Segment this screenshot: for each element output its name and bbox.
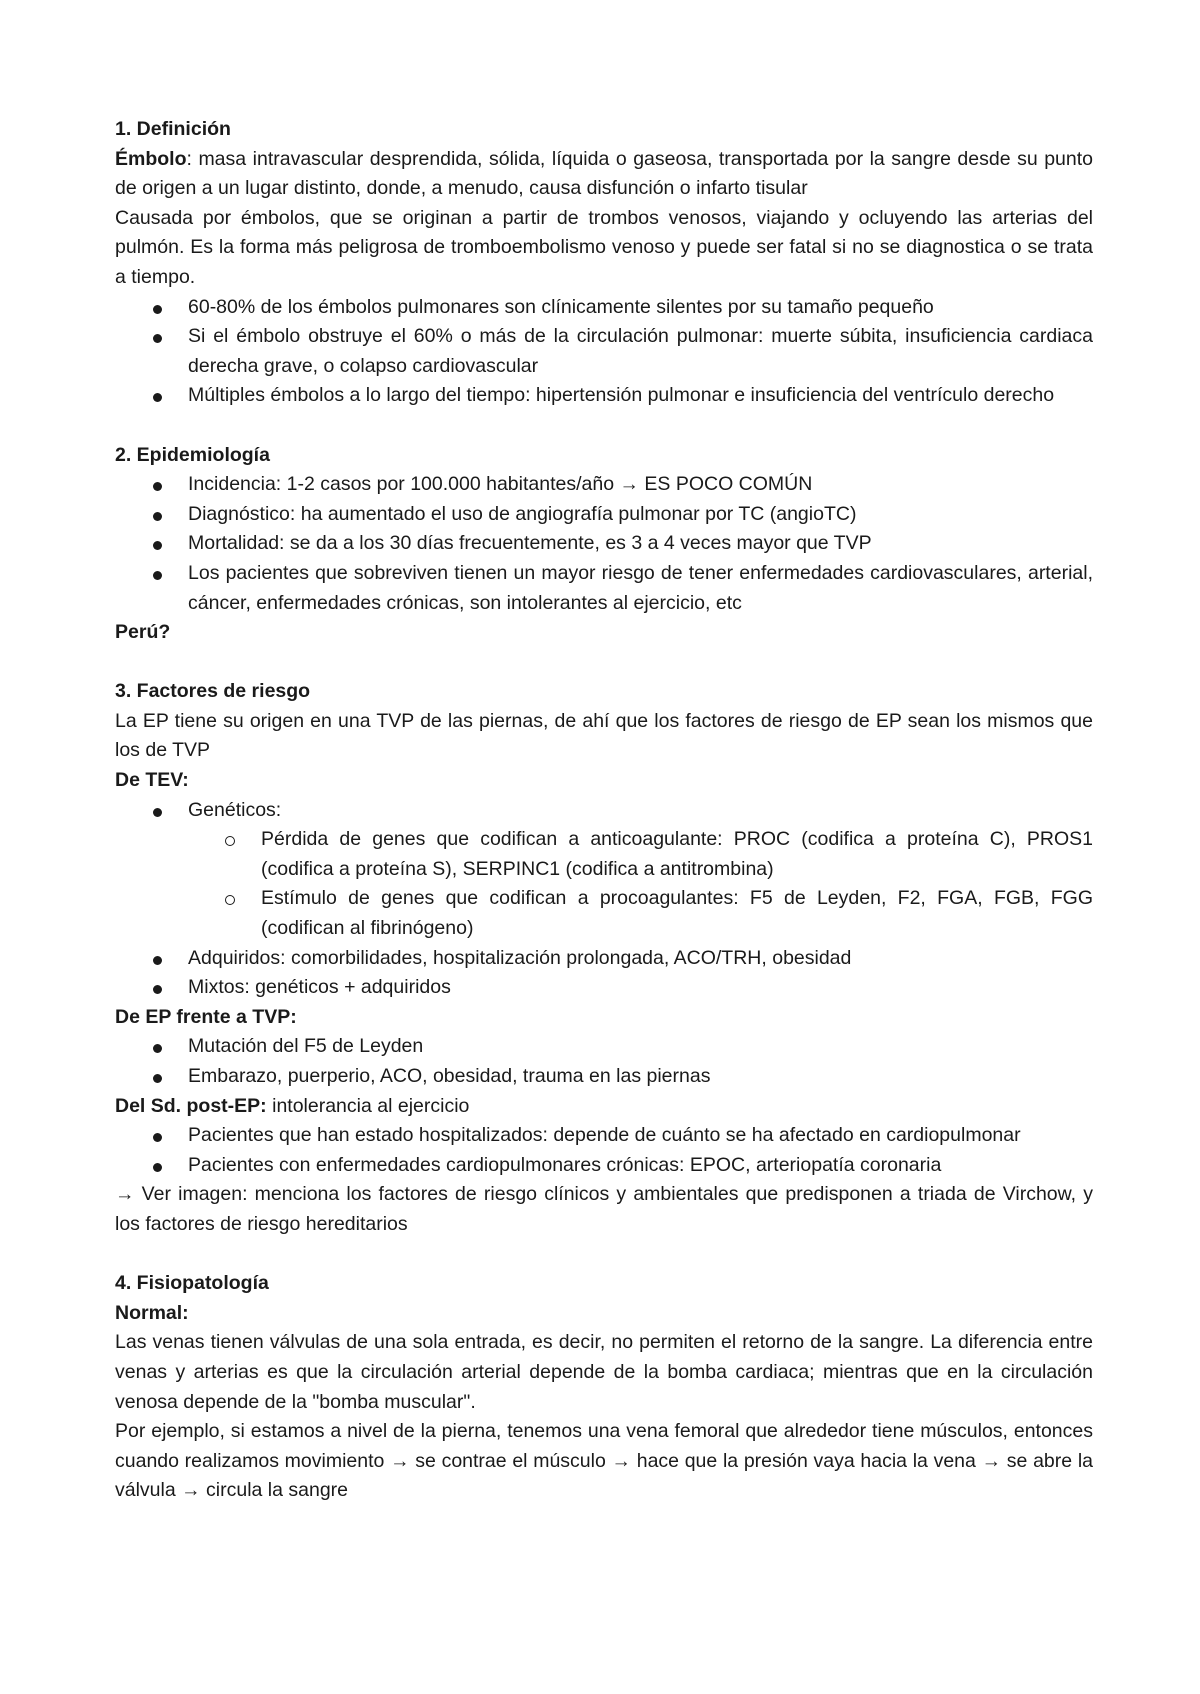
ver-imagen-note: → Ver imagen: menciona los factores de riesgo clínicos y ambientales que predisponen a triada de Virchow, y los factores de riesgo hereditarios [115, 1183, 1093, 1235]
fisiopatologia-paragraph-2: Por ejemplo, si estamos a nivel de la pierna, tenemos una vena femoral que alrededor tiene músculos, entonces cuando realizamos movimiento → se contrae el músculo → hace que la presión vaya hacia la vena → se abre la válvula → circula la sangre [115, 1420, 1093, 1502]
list-item: Mutación del F5 de Leyden [115, 1032, 1093, 1062]
section-heading-definicion: 1. Definición [115, 118, 231, 140]
ep-label: De EP frente a TVP: [115, 1005, 297, 1028]
embolo-term: Émbolo [115, 147, 187, 170]
fisiopatologia-paragraph-1: Las venas tienen válvulas de una sola entrada, es decir, no permiten el retorno de la sangre. La diferencia entre venas y arterias es que la circulación arterial depende de la bomba cardiaca; mientras que en la circulación venosa depende de la "bomba muscular". [115, 1331, 1093, 1413]
list-item: Mixtos: genéticos + adquiridos [115, 973, 1093, 1003]
bullet-icon [153, 808, 162, 817]
tev-label: De TEV: [115, 769, 189, 792]
list-item: Si el émbolo obstruye el 60% o más de la circulación pulmonar: muerte súbita, insuficiencia cardiaca derecha grave, o colapso cardiovascular [115, 322, 1093, 381]
geneticos-sublist [188, 825, 1093, 943]
bullet-icon [153, 482, 162, 491]
sub-list-item: Pérdida de genes que codifican a anticoagulante: PROC (codifica a proteína C), PROS1 (codifica a proteína S), SERPINC1 (codifica a antitrombina) [188, 825, 1093, 884]
circle-bullet-icon [225, 836, 235, 846]
bullet-icon [153, 956, 162, 965]
spacer [115, 411, 1093, 441]
definicion-list [115, 293, 1093, 411]
list-item: Pacientes con enfermedades cardiopulmonares crónicas: EPOC, arteriopatía coronaria [115, 1151, 1093, 1181]
list-item: Genéticos: Pérdida de genes que codifican a anticoagulante: PROC (codifica a proteína C), PROS1 (codifica a proteína S), SERPINC1 (codifica a antitrombina) Estímulo de genes que codifican a procoagulantes: F5 de Leyden, F2, FGA, FGB, FGG (codifican al fibrinógeno) [115, 796, 1093, 944]
list-item: 60-80% de los émbolos pulmonares son clínicamente silentes por su tamaño pequeño [115, 293, 1093, 323]
ep-list [115, 1032, 1093, 1091]
spacer [115, 648, 1093, 678]
bullet-icon [153, 1074, 162, 1083]
factores-intro: La EP tiene su origen en una TVP de las piernas, de ahí que los factores de riesgo de EP sean los mismos que los de TVP [115, 709, 1093, 762]
section-heading-epidemiologia: 2. Epidemiología [115, 443, 270, 466]
bullet-icon [153, 985, 162, 994]
sub-list-item: Estímulo de genes que codifican a procoagulantes: F5 de Leyden, F2, FGA, FGB, FGG (codifican al fibrinógeno) [188, 884, 1093, 943]
list-item: Adquiridos: comorbilidades, hospitalización prolongada, ACO/TRH, obesidad [115, 944, 1093, 974]
list-item: Los pacientes que sobreviven tienen un mayor riesgo de tener enfermedades cardiovasculares, arterial, cáncer, enfermedades crónicas, son intolerantes al ejercicio, etc [115, 559, 1093, 618]
post-ep-line: Del Sd. post-EP: intolerancia al ejercicio [115, 1094, 470, 1117]
spacer [115, 1240, 1093, 1270]
circle-bullet-icon [225, 895, 235, 905]
embolo-definition: Émbolo: masa intravascular desprendida, sólida, líquida o gaseosa, transportada por la sangre desde su punto de origen a un lugar distinto, donde, a menudo, causa disfunción o infarto tisular [115, 147, 1093, 200]
bullet-icon [153, 334, 162, 343]
list-item: Múltiples émbolos a lo largo del tiempo: hipertensión pulmonar e insuficiencia del ventrículo derecho [115, 381, 1093, 411]
section-heading-factores: 3. Factores de riesgo [115, 680, 311, 703]
list-item: Pacientes que han estado hospitalizados: depende de cuánto se ha afectado en cardiopulmonar [115, 1121, 1093, 1151]
bullet-icon [153, 541, 162, 550]
list-item: Incidencia: 1-2 casos por 100.000 habitantes/año → ES POCO COMÚN [115, 470, 1093, 500]
bullet-icon [153, 1044, 162, 1053]
section-heading-fisiopatologia: 4. Fisiopatología [115, 1272, 269, 1295]
definicion-paragraph: Causada por émbolos, que se originan a partir de trombos venosos, viajando y ocluyendo las arterias del pulmón. Es la forma más peligrosa de tromboembolismo venoso y puede ser fatal si no se diagnostica o se trata a tiempo. [115, 206, 1093, 288]
bullet-icon [153, 305, 162, 314]
list-item: Mortalidad: se da a los 30 días frecuentemente, es 3 a 4 veces mayor que TVP [115, 529, 1093, 559]
epidemiologia-list [115, 470, 1093, 618]
bullet-icon [153, 393, 162, 402]
bullet-icon [153, 571, 162, 580]
bullet-icon [153, 1133, 162, 1142]
tev-list [115, 796, 1093, 1003]
document-page [115, 115, 1093, 1506]
list-item: Diagnóstico: ha aumentado el uso de angiografía pulmonar por TC (angioTC) [115, 500, 1093, 530]
normal-label: Normal: [115, 1301, 189, 1324]
post-ep-list [115, 1121, 1093, 1180]
bullet-icon [153, 512, 162, 521]
list-item: Embarazo, puerperio, ACO, obesidad, trauma en las piernas [115, 1062, 1093, 1092]
bullet-icon [153, 1163, 162, 1172]
peru-label: Perú? [115, 621, 171, 644]
